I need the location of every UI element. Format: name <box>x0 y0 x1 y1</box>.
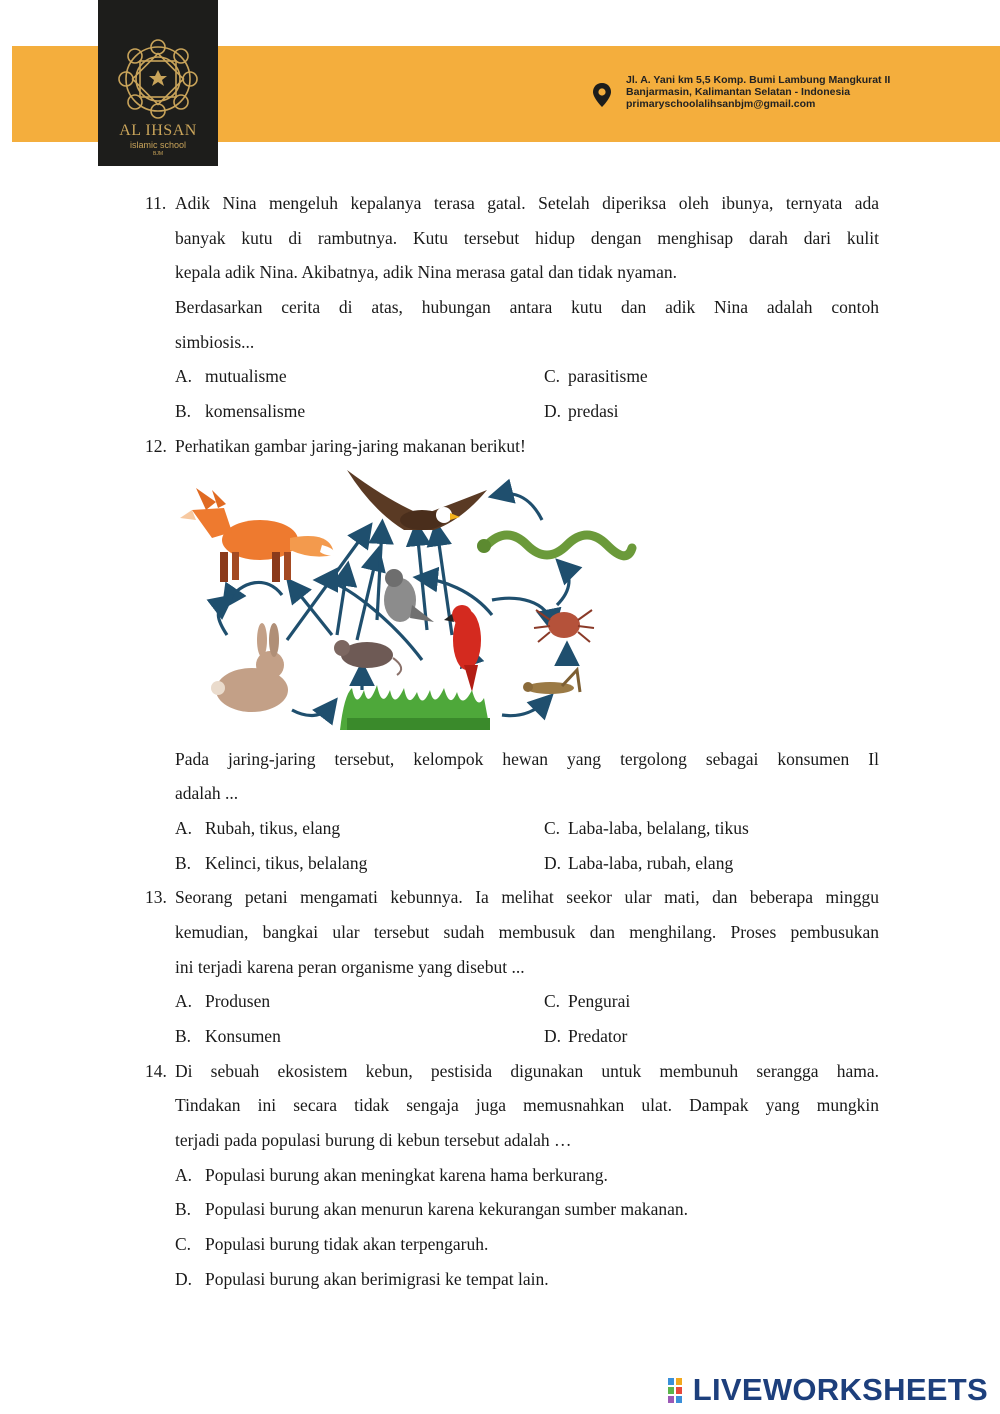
school-city: BJM <box>153 151 163 157</box>
option-a[interactable]: A. Produsen <box>175 991 271 1012</box>
food-arrow <box>497 494 542 520</box>
question-text: Pada jaring-jaring tersebut, kelompok hewan yang tergolong sebagai konsumen Il <box>175 748 879 769</box>
food-arrow <box>557 565 569 605</box>
question-text: terjadi pada populasi burung di kebun tersebut adalah … <box>175 1130 572 1151</box>
option-c[interactable]: C. Laba-laba, belalang, tikus <box>544 817 749 838</box>
option-c[interactable]: C. parasitisme <box>544 366 648 387</box>
question-text: Perhatikan gambar jaring-jaring makanan berikut! <box>175 435 526 456</box>
food-arrow <box>292 705 332 715</box>
email-line[interactable]: primaryschoolalihsanbjm@gmail.com <box>626 98 816 110</box>
food-arrow <box>227 582 282 602</box>
option-c[interactable]: C. Pengurai <box>544 991 631 1012</box>
question-number: 12. <box>145 435 167 456</box>
school-name: AL IHSAN <box>119 122 197 139</box>
question-text: Tindakan ini secara tidak sengaja juga memusnahkan ulat. Dampak yang mungkin <box>175 1095 879 1116</box>
grasshopper-icon <box>523 670 580 694</box>
option-b[interactable]: B. komensalisme <box>175 401 306 422</box>
question-number: 13. <box>145 887 167 908</box>
snake-icon <box>487 535 632 556</box>
option-d[interactable]: D. Predator <box>544 1026 628 1046</box>
liveworksheets-badge-icon <box>668 1376 690 1402</box>
fox-icon <box>180 488 337 582</box>
question-text: kepala adik Nina. Akibatnya, adik Nina merasa gatal dan tidak nyaman. <box>175 262 677 283</box>
spider-icon <box>534 610 594 642</box>
question-number: 14. <box>145 1060 167 1081</box>
liveworksheets-text: LIVEWORKSHEETS <box>692 1372 988 1407</box>
option-a[interactable]: A. Rubah, tikus, elang <box>175 817 341 838</box>
logo-ornament-icon <box>108 36 208 122</box>
address-line: Banjarmasin, Kalimantan Selatan - Indonesia <box>626 86 851 98</box>
school-logo <box>98 0 218 166</box>
option-d[interactable]: D. predasi <box>544 401 619 422</box>
food-web-image <box>172 460 648 735</box>
question-14 <box>145 1054 879 1297</box>
option-a[interactable]: A. mutualisme <box>175 366 287 387</box>
eagle-icon <box>347 470 487 530</box>
question-text: adalah ... <box>175 783 239 804</box>
rabbit-icon <box>211 623 288 712</box>
option-d[interactable]: D. Populasi burung akan berimigrasi ke tempat lain. <box>175 1268 549 1289</box>
food-arrow <box>218 600 227 635</box>
question-text: Seorang petani mengamati kebunnya. Ia melihat seekor ular mati, dan beberapa minggu <box>175 887 879 908</box>
parrot-icon <box>444 605 481 692</box>
question-text: kemudian, bangkai ular tersebut sudah membusuk dan menghilang. Proses pembusukan <box>175 921 879 942</box>
option-a[interactable]: A. Populasi burung akan meningkat karena hama berkurang. <box>175 1164 608 1185</box>
question-text: Adik Nina mengeluh kepalanya terasa gatal. Setelah diperiksa oleh ibunya, ternyata ada <box>175 193 879 213</box>
option-b[interactable]: B. Kelinci, tikus, belalang <box>175 852 368 873</box>
address-line: Jl. A. Yani km 5,5 Komp. Bumi Lambung Mangkurat II <box>626 74 891 86</box>
question-text: Di sebuah ekosistem kebun, pestisida digunakan untuk membunuh serangga hama. <box>175 1060 879 1081</box>
question-number: 11. <box>145 193 167 213</box>
question-list <box>145 186 879 1297</box>
location-pin-icon <box>592 82 612 108</box>
food-arrow <box>377 528 382 620</box>
question-11 <box>145 186 879 429</box>
option-b[interactable]: B. Konsumen <box>175 1026 281 1046</box>
question-text: Berdasarkan cerita di atas, hubungan antara kutu dan adik Nina adalah contoh <box>175 297 879 318</box>
school-address <box>592 74 890 110</box>
option-c[interactable]: C. Populasi burung tidak akan terpengaruh. <box>175 1234 489 1255</box>
grass-icon <box>340 685 490 730</box>
liveworksheets-logo <box>668 1372 988 1408</box>
food-arrow <box>492 598 552 625</box>
question-text: ini terjadi karena peran organisme yang disebut ... <box>175 956 525 977</box>
food-arrow <box>337 570 347 635</box>
school-subtitle: islamic school <box>129 140 187 150</box>
question-13 <box>145 880 879 1053</box>
option-b[interactable]: B. Populasi burung akan menurun karena kekurangan sumber makanan. <box>175 1199 689 1220</box>
question-text: banyak kutu di rambutnya. Kutu tersebut hidup dengan menghisap darah dari kulit <box>175 227 879 248</box>
option-d[interactable]: D. Laba-laba, rubah, elang <box>544 852 734 873</box>
question-text: simbiosis... <box>175 331 255 352</box>
mouse-icon <box>334 640 401 675</box>
food-arrow <box>502 700 547 716</box>
